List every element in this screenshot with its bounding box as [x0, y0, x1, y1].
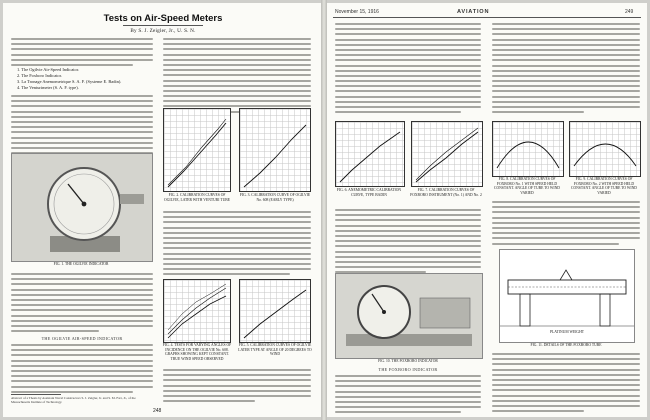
- fig5-caption: FIG. 5. CALIBRATION CURVES OF OGILVIE LATER TYPE AT ANGLE OF 20 DEGREES TO WIND: [238, 343, 312, 357]
- running-date: November 15, 1916: [335, 9, 379, 15]
- fig6-caption: FIG. 6. ANEMOMETRIC CALIBRATION CURVE, TYPE BADIN: [336, 188, 402, 197]
- pressure-paragraph: [492, 23, 640, 116]
- tube-section-icon: [500, 250, 634, 342]
- fig9-plot: [569, 121, 641, 177]
- page-number: 248: [153, 408, 162, 414]
- fig5-plot: [239, 279, 311, 343]
- list-item: 4. The Venturimeter (S. A. F. type).: [17, 85, 79, 90]
- closing-paragraph: [163, 369, 311, 405]
- ogilvie-paragraph: [11, 273, 153, 335]
- page-number: 249: [625, 9, 634, 15]
- running-title: AVIATION: [457, 9, 490, 15]
- article-byline: By S. J. Zeigler, Jr., U. S. N.: [130, 28, 196, 34]
- curve-plot-icon: [570, 122, 640, 176]
- title-rule: [123, 25, 203, 26]
- fig2-plot: [163, 108, 231, 192]
- left-page: [3, 3, 321, 417]
- fig10-caption: FIG. 10. THE FOXBORO INDICATOR: [378, 359, 438, 363]
- intro-paragraph: [11, 38, 153, 69]
- discussion-paragraph: [163, 211, 311, 278]
- curve-plot-icon: [164, 109, 230, 191]
- foxboro-description: [335, 375, 481, 417]
- curve-plot-icon: [240, 280, 310, 342]
- ogilvie-indicator-photo: [11, 153, 153, 262]
- fig1-caption: FIG. 1. THE OGILVIE INDICATOR: [53, 262, 109, 266]
- fig7-caption: FIG. 7. CALIBRATION CURVES OF FOXBORO INSTRUMENT (No. 1) AND No. 2: [410, 188, 482, 197]
- fig6-plot: [335, 121, 405, 187]
- foxboro-closing-paragraph: [492, 353, 640, 415]
- footnote: Abstract of a Thesis by Assistant Naval Constructors S. J. Zeigler, Jr. and S. M. Farr, Jr., of the Massachusetts Institute of Technology.: [11, 396, 136, 405]
- ogilvie-results-paragraph: [335, 209, 481, 276]
- fig4-plot: [163, 279, 231, 343]
- platinum-weight-label: PLATINUM WEIGHT: [549, 330, 585, 334]
- curve-plot-icon: [240, 109, 310, 191]
- instruments-list: [17, 67, 153, 91]
- header-rule: [333, 17, 641, 18]
- foxboro-test-paragraph: [492, 201, 640, 248]
- fig3-caption: FIG. 3. CALIBRATION CURVE OF OGILVIE No. 608 (EARLY TYPE): [239, 193, 311, 202]
- fig8-plot: [492, 121, 564, 177]
- foxboro-indicator-photo: [335, 273, 483, 359]
- fig2-caption: FIG. 2. CALIBRATION CURVES OF OGILVIE, LATER WITH VENTURI TUBE: [164, 193, 230, 202]
- curve-plot-icon: [164, 280, 230, 342]
- fig9-caption: FIG. 9. CALIBRATION CURVES OF FOXBORO No. 2 WITH SPEED HELD CONSTANT. ANGLE OF TUBE TO WIND VARIED: [571, 177, 637, 195]
- fig4-caption: FIG. 4. TESTS FOR VARYING ANGLES OF INCIDENCE ON THE OGILVIE No. 608. GRAPHS SHOWING KEPT CONSTANT. TRUE WIND SPEED OBSERVED: [162, 343, 232, 361]
- calibration-paragraph: [163, 38, 311, 116]
- fig8-caption: FIG. 8. CALIBRATION CURVES OF FOXBORO No. 1 WITH SPEED HELD CONSTANT. ANGLE OF TUBE TO WIND VARIED: [494, 177, 560, 195]
- velocity-paragraph: [335, 23, 481, 116]
- dial-gauge-icon: [12, 154, 152, 261]
- list-item: 2. The Foxboro Indicator.: [17, 73, 62, 78]
- foxboro-tube-diagram: [499, 249, 635, 343]
- fig11-caption: FIG. 11. DETAILS OF THE FOXBORO TUBE: [530, 343, 602, 347]
- fig7-plot: [411, 121, 483, 187]
- ogilvie-description: [11, 344, 153, 396]
- right-page: [327, 3, 647, 417]
- curve-plot-icon: [493, 122, 563, 176]
- foxboro-section-heading: THE FOXBORO INDICATOR: [378, 367, 438, 372]
- curve-plot-icon: [412, 122, 482, 186]
- dial-gauge-icon: [336, 274, 482, 358]
- article-title: Tests on Air-Speed Meters: [103, 13, 223, 24]
- fig3-plot: [239, 108, 311, 192]
- ogilvie-section-heading: THE OGILVIE AIR-SPEED INDICATOR: [41, 336, 123, 341]
- curve-plot-icon: [336, 122, 404, 186]
- footnote-rule: [11, 394, 61, 395]
- list-item: 3. La Tronage Anemometrique S. A. F. (Systeme E. Badin).: [17, 79, 122, 84]
- list-item: 1. The Ogilvie Air-Speed Indicator.: [17, 67, 80, 72]
